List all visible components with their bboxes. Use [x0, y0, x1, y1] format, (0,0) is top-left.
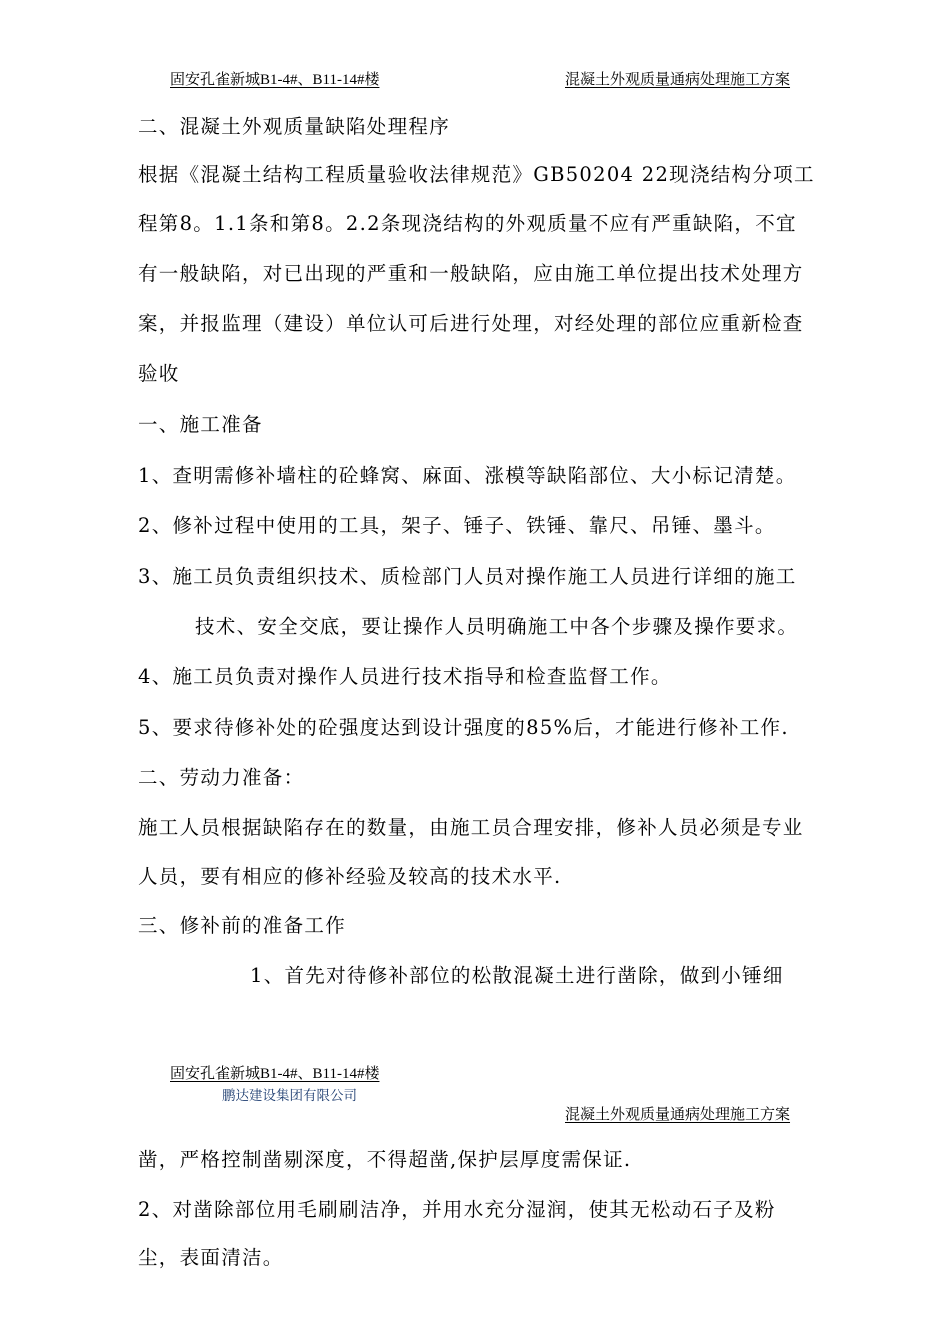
prework-heading: 三、修补前的准备工作 [138, 914, 347, 937]
page2-line-3: 尘，表面清洁。 [138, 1246, 284, 1269]
intro-line-5: 验收 [138, 362, 180, 385]
page2-line-2: 2、对凿除部位用毛刷刷洁净，并用水充分湿润，使其无松动石子及粉 [138, 1198, 776, 1221]
prep-item-3-cont: 技术、安全交底，要让操作人员明确施工中各个步骤及操作要求。 [195, 615, 799, 638]
labor-line-1: 施工人员根据缺陷存在的数量，由施工员合理安排，修补人员必须是专业 [138, 816, 804, 839]
page1-header-right: 混凝土外观质量通病处理施工方案 [565, 72, 791, 88]
page2-header-left: 固安孔雀新城B1-4#、B11-14#楼 [170, 1066, 380, 1082]
intro-line-4: 案，并报监理（建设）单位认可后进行处理，对经处理的部位应重新检查 [138, 312, 804, 335]
page2-header-right: 混凝土外观质量通病处理施工方案 [565, 1107, 791, 1123]
prep-item-4: 4、施工员负责对操作人员进行技术指导和检查监督工作。 [138, 665, 672, 688]
intro-line-2: 程第8。1.1条和第8。2.2条现浇结构的外观质量不应有严重缺陷，不宜 [138, 212, 797, 235]
section-heading: 二、混凝土外观质量缺陷处理程序 [138, 115, 451, 138]
intro-line-3: 有一般缺陷，对已出现的严重和一般缺陷，应由施工单位提出技术处理方 [138, 262, 804, 285]
labor-line-2: 人员，要有相应的修补经验及较高的技术水平. [138, 865, 562, 888]
page1-header-left: 固安孔雀新城B1-4#、B11-14#楼 [170, 72, 380, 88]
prep-item-5: 5、要求待修补处的砼强度达到设计强度的85%后，才能进行修补工作. [138, 716, 789, 739]
labor-heading: 二、劳动力准备： [138, 766, 305, 789]
prep-heading: 一、施工准备 [138, 413, 263, 436]
company-name: 鹏达建设集团有限公司 [222, 1088, 357, 1104]
prep-item-1: 1、查明需修补墙柱的砼蜂窝、麻面、涨模等缺陷部位、大小标记清楚。 [138, 464, 797, 487]
intro-line-1: 根据《混凝土结构工程质量验收法律规范》GB50204 22现浇结构分项工 [138, 163, 815, 186]
prep-item-2: 2、修补过程中使用的工具，架子、锤子、铁锤、靠尺、吊锤、墨斗。 [138, 514, 776, 537]
prep-item-3: 3、施工员负责组织技术、质检部门人员对操作施工人员进行详细的施工 [138, 565, 797, 588]
page2-line-1: 凿，严格控制凿剔深度，不得超凿,保护层厚度需保证. [138, 1148, 632, 1171]
prework-line-1: 1、首先对待修补部位的松散混凝土进行凿除，做到小锤细 [250, 964, 784, 987]
